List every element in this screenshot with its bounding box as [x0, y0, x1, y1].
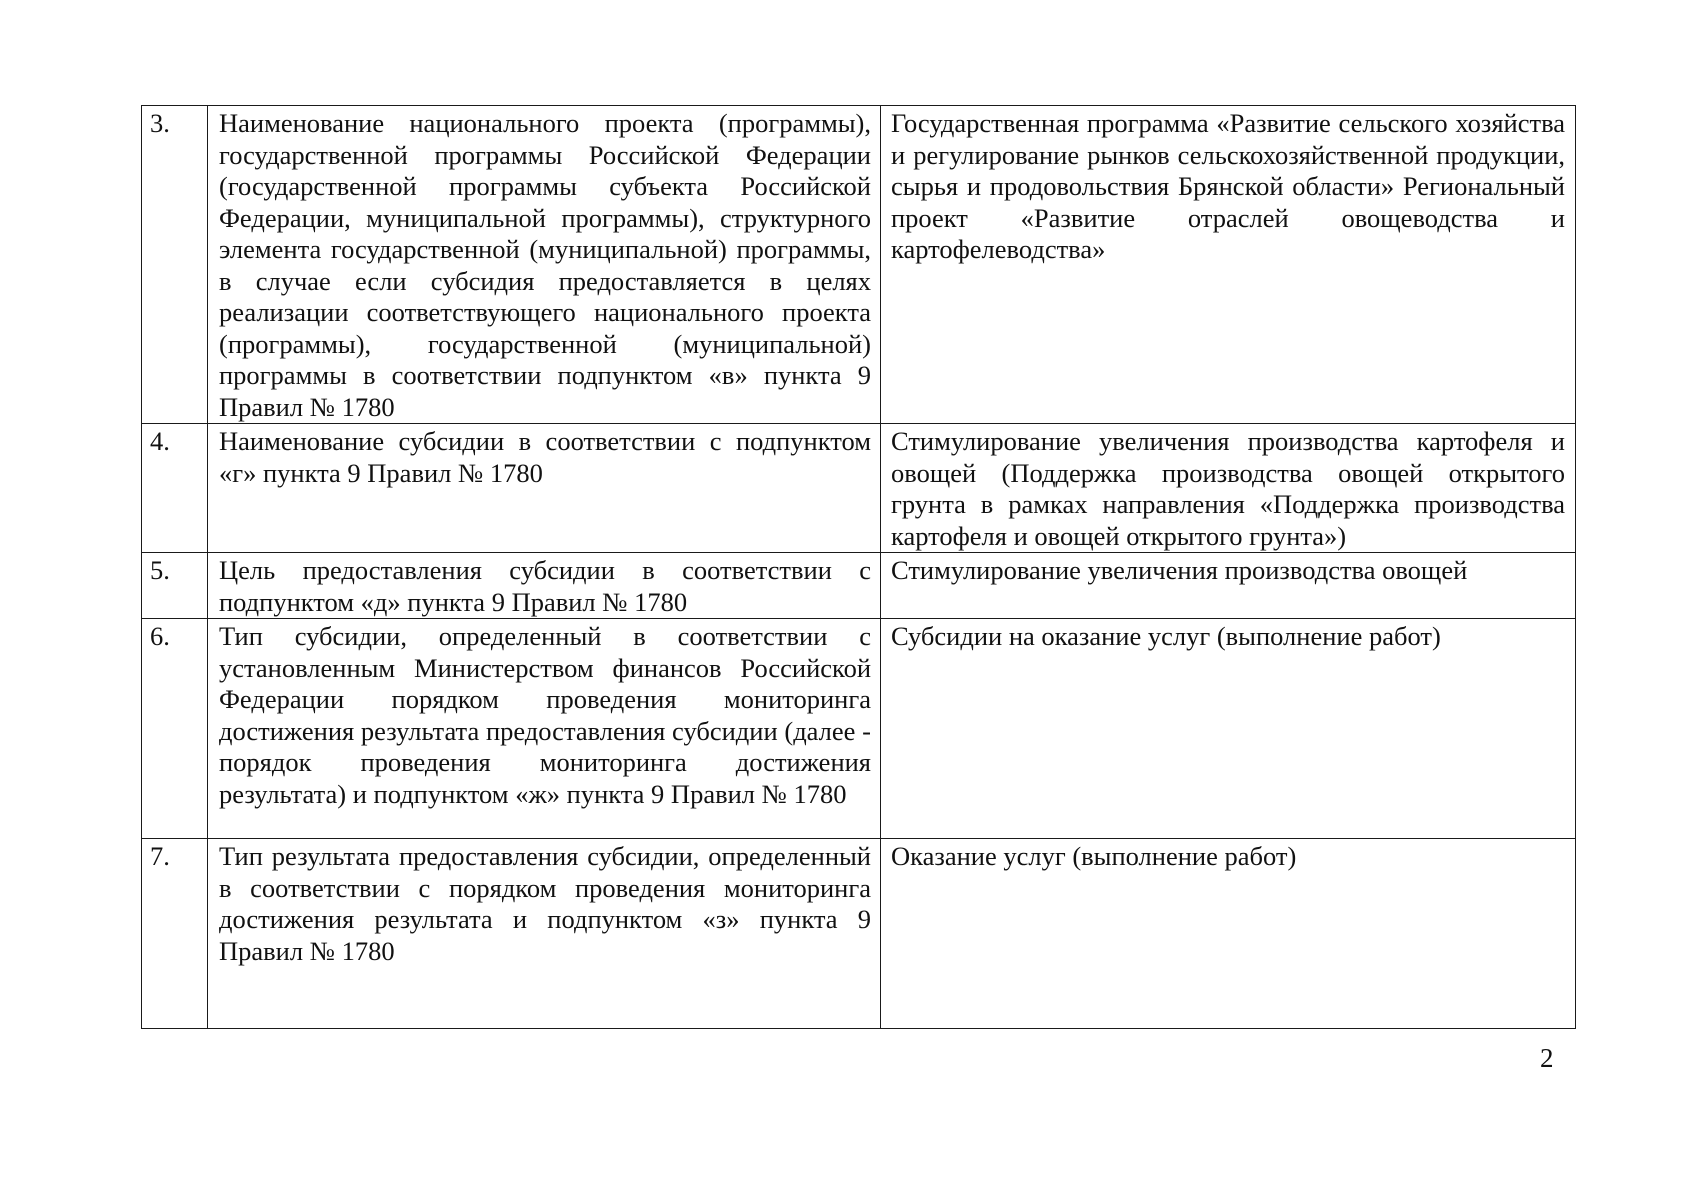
- table-row: [142, 839, 1576, 1029]
- row-number: 6.: [142, 619, 208, 839]
- row-label-text: Тип результата предоставления субсидии, определенный в соответствии с порядком проведения мониторинга достижения результата и подпунктом «з» пункта 9 Правил № 1780: [219, 841, 871, 966]
- row-value-text: Стимулирование увеличения производства овощей: [891, 555, 1468, 585]
- row-number: 3.: [142, 106, 208, 424]
- page-number: 2: [1540, 1043, 1554, 1073]
- row-number: 7.: [142, 839, 208, 1029]
- row-label-text: Наименование субсидии в соответствии с подпунктом «г» пункта 9 Правил № 1780: [219, 426, 871, 488]
- row-label-text: Наименование национального проекта (программы), государственной программы Российской Федерации (государственной программы субъекта Российской Федерации, муниципальной программы), структурного элемента государственной (муниципальной) программы, в случае если субсидия предоставляется в целях реализации соответствующего национального проекта (программы), государственной (муниципальной) программы в соответствии подпунктом «в» пункта 9 Правил № 1780: [219, 108, 871, 422]
- subsidy-info-table: [141, 105, 1576, 1029]
- row-label: [208, 619, 881, 839]
- row-value-text: Оказание услуг (выполнение работ): [891, 841, 1297, 871]
- row-label: [208, 106, 881, 424]
- row-label-text: Тип субсидии, определенный в соответствии с установленным Министерством финансов Российской Федерации порядком проведения мониторинга достижения результата предоставления субсидии (далее - порядок проведения мониторинга достижения результата) и подпунктом «ж» пункта 9 Правил № 1780: [219, 621, 871, 809]
- row-value: [881, 553, 1576, 619]
- table-row: [142, 106, 1576, 424]
- row-value: [881, 106, 1576, 424]
- row-number: 5.: [142, 553, 208, 619]
- row-value: [881, 424, 1576, 553]
- row-value-text: Субсидии на оказание услуг (выполнение работ): [891, 621, 1441, 651]
- row-label: [208, 424, 881, 553]
- table-row: [142, 619, 1576, 839]
- row-value: [881, 839, 1576, 1029]
- row-label: [208, 839, 881, 1029]
- row-number: 4.: [142, 424, 208, 553]
- row-value: [881, 619, 1576, 839]
- table-row: [142, 553, 1576, 619]
- row-value-text: Стимулирование увеличения производства картофеля и овощей (Поддержка производства овощей открытого грунта в рамках направления «Поддержка производства картофеля и овощей открытого грунта»): [891, 426, 1565, 551]
- row-label: [208, 553, 881, 619]
- row-value-text: Государственная программа «Развитие сельского хозяйства и регулирование рынков сельскохозяйственной продукции, сырья и продовольствия Брянской области» Региональный проект «Развитие отраслей овощеводства и картофелеводства»: [891, 108, 1565, 264]
- table-row: [142, 424, 1576, 553]
- row-label-text: Цель предоставления субсидии в соответствии с подпунктом «д» пункта 9 Правил № 1780: [219, 555, 871, 617]
